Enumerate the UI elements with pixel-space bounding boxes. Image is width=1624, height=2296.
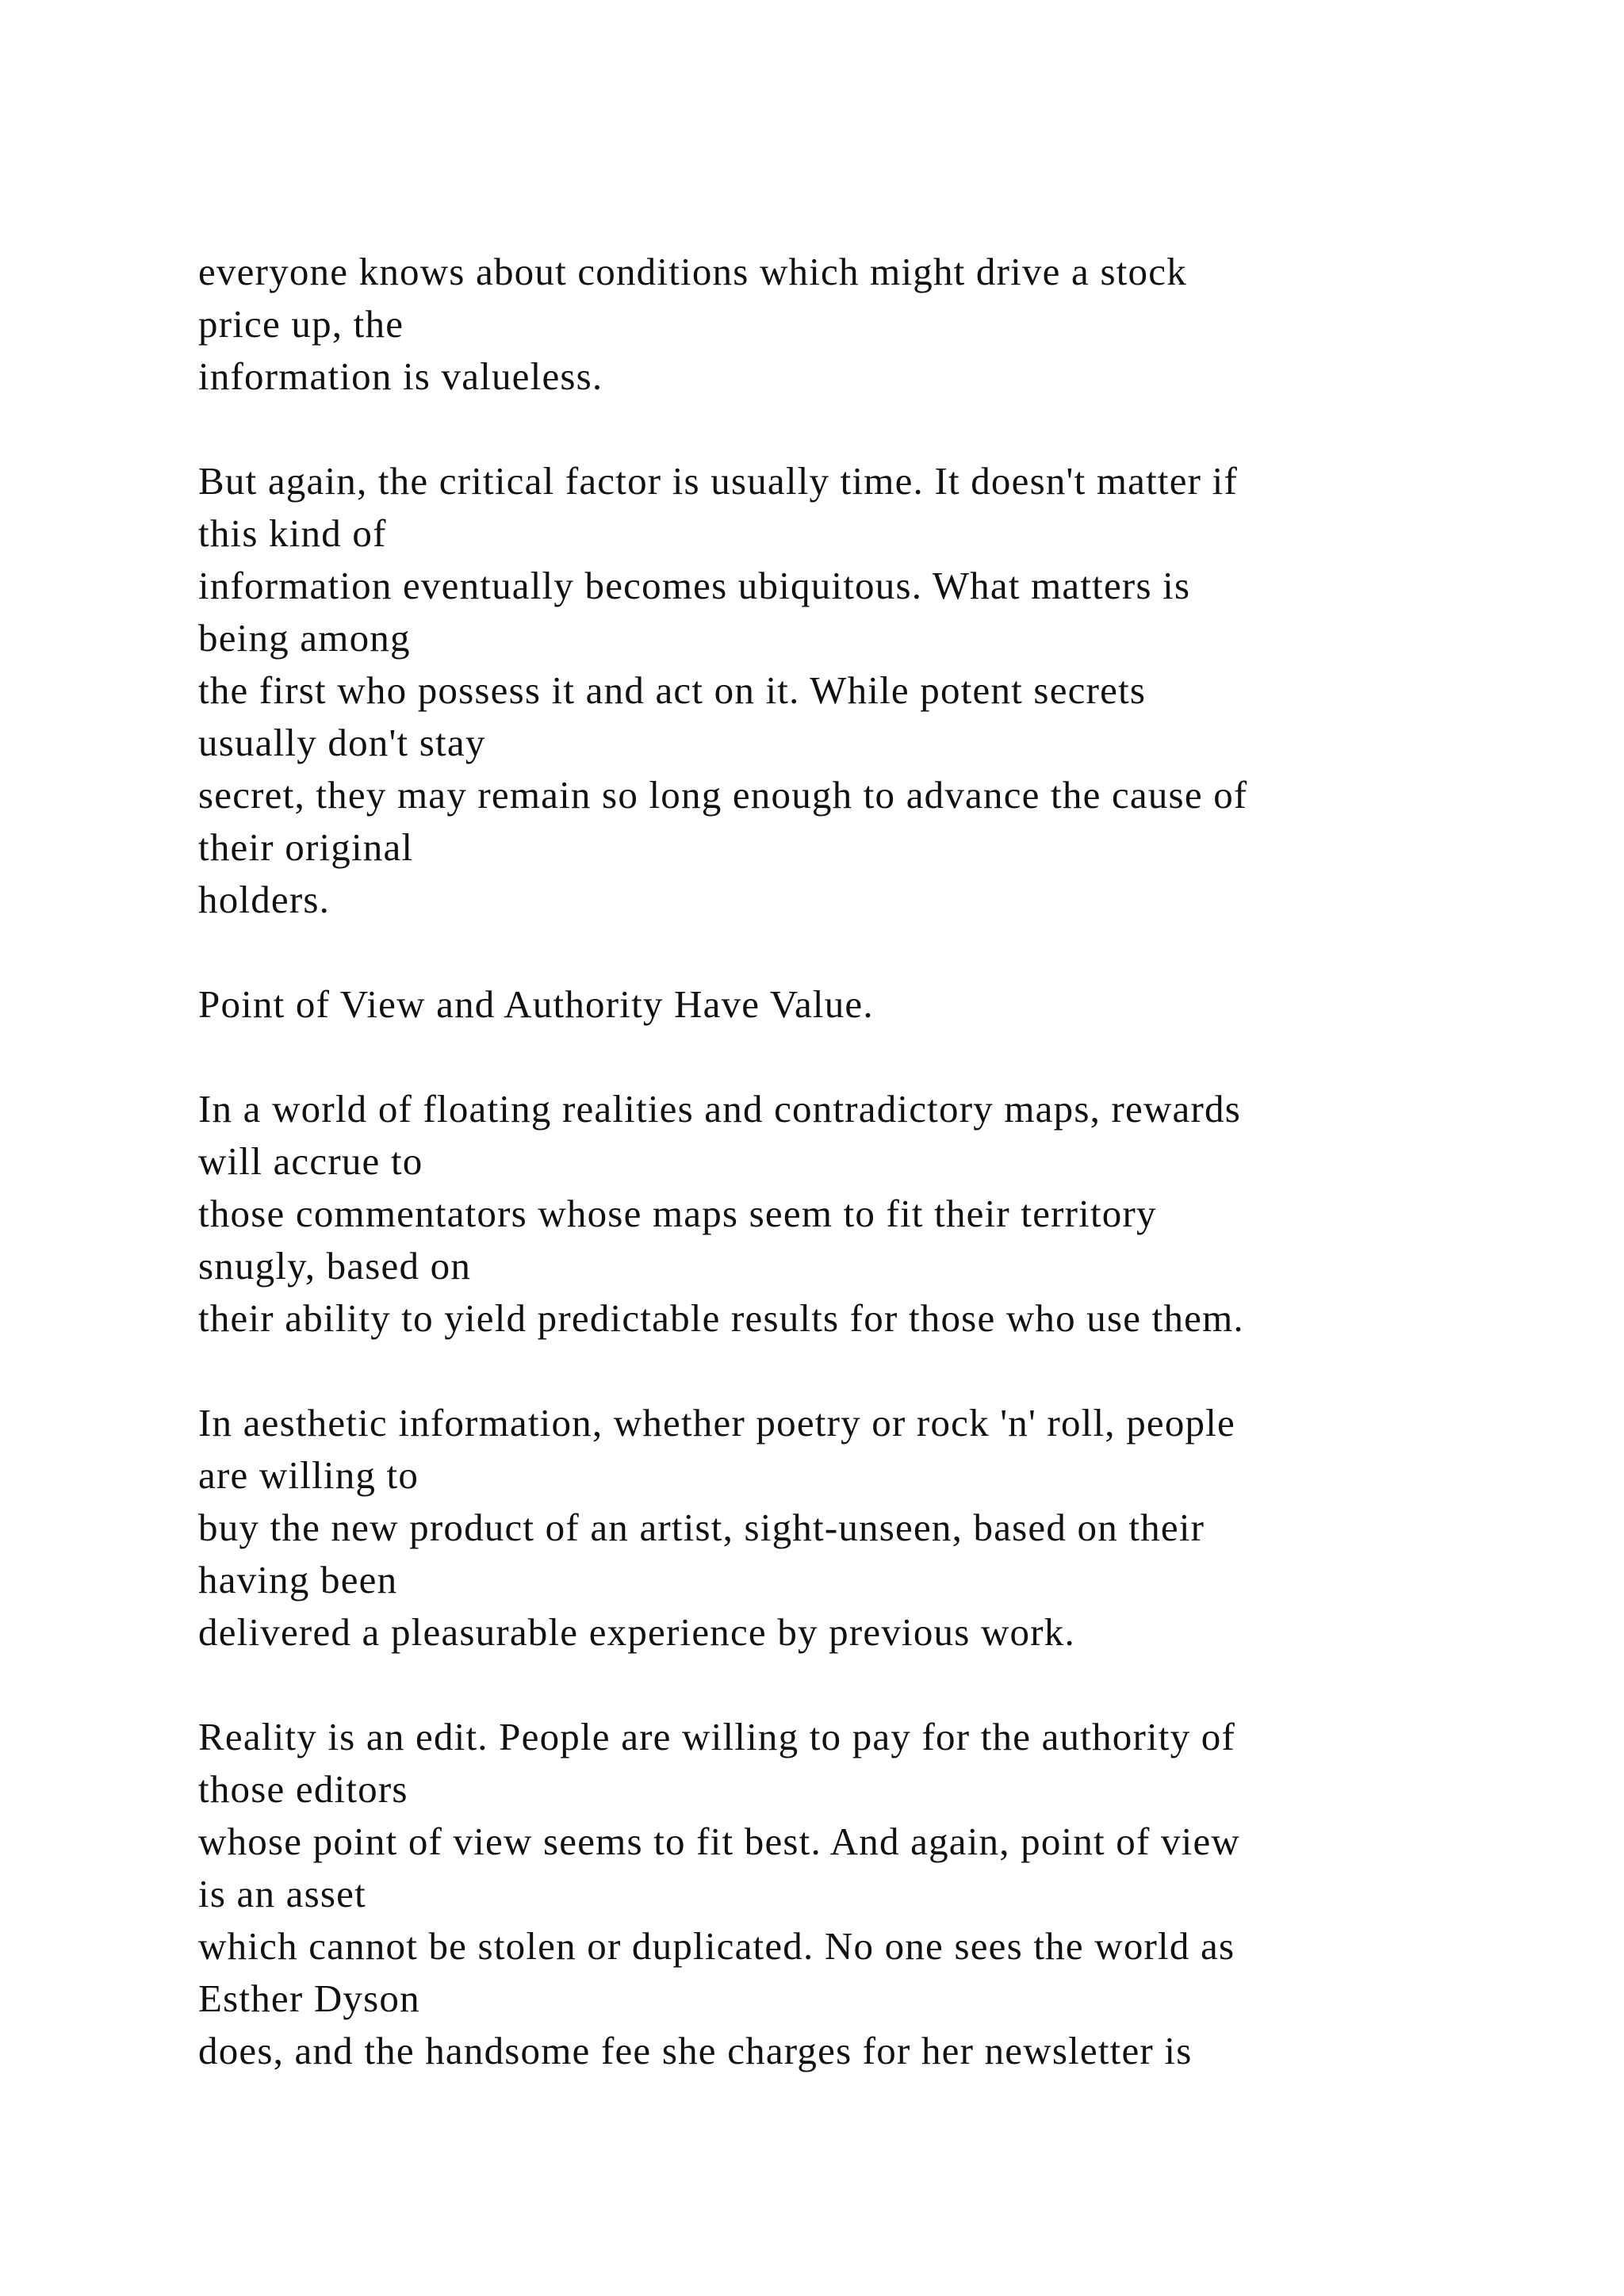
text-line: delivered a pleasurable experience by previous work. — [198, 1610, 1075, 1654]
text-line: snugly, based on — [198, 1244, 472, 1288]
text-line: Point of View and Authority Have Value. — [198, 982, 874, 1026]
text-line: their ability to yield predictable results for those who use them. — [198, 1296, 1244, 1340]
text-line: does, and the handsome fee she charges for her newsletter is — [198, 2029, 1193, 2072]
text-line: which cannot be stolen or duplicated. No one sees the world as — [198, 1924, 1235, 1968]
paragraph-break — [198, 403, 1546, 455]
paragraph-break — [198, 1659, 1546, 1711]
text-line: buy the new product of an artist, sight-unseen, based on their — [198, 1506, 1205, 1549]
text-line: But again, the critical factor is usually time. It doesn't matter if — [198, 459, 1238, 503]
text-line: being among — [198, 616, 411, 660]
text-line: price up, the — [198, 302, 404, 346]
text-line: In aesthetic information, whether poetry or rock 'n' roll, people — [198, 1401, 1236, 1445]
paragraph-break — [198, 926, 1546, 978]
text-line: whose point of view seems to fit best. And again, point of view — [198, 1820, 1241, 1863]
text-line: this kind of — [198, 511, 387, 555]
text-line: are willing to — [198, 1453, 419, 1497]
text-line: is an asset — [198, 1872, 366, 1915]
text-line: those editors — [198, 1767, 408, 1811]
text-line: information is valueless. — [198, 354, 603, 398]
text-line: everyone knows about conditions which might drive a stock — [198, 250, 1187, 293]
text-line: Reality is an edit. People are willing to pay for the authority of — [198, 1715, 1235, 1758]
text-line: holders. — [198, 878, 331, 921]
text-line: Esther Dyson — [198, 1976, 420, 2020]
body-text — [198, 246, 1546, 2077]
paragraph-break — [198, 1031, 1546, 1083]
text-line: their original — [198, 825, 414, 869]
text-line: information eventually becomes ubiquitous. What matters is — [198, 564, 1191, 607]
text-line: having been — [198, 1558, 398, 1601]
text-line: In a world of floating realities and contradictory maps, rewards — [198, 1087, 1241, 1131]
text-line: will accrue to — [198, 1139, 423, 1183]
text-line: secret, they may remain so long enough to advance the cause of — [198, 773, 1248, 817]
paragraph-break — [198, 1345, 1546, 1397]
text-line: the first who possess it and act on it. While potent secrets — [198, 668, 1147, 712]
text-line: those commentators whose maps seem to fit their territory — [198, 1192, 1157, 1235]
text-line: usually don't stay — [198, 721, 486, 764]
